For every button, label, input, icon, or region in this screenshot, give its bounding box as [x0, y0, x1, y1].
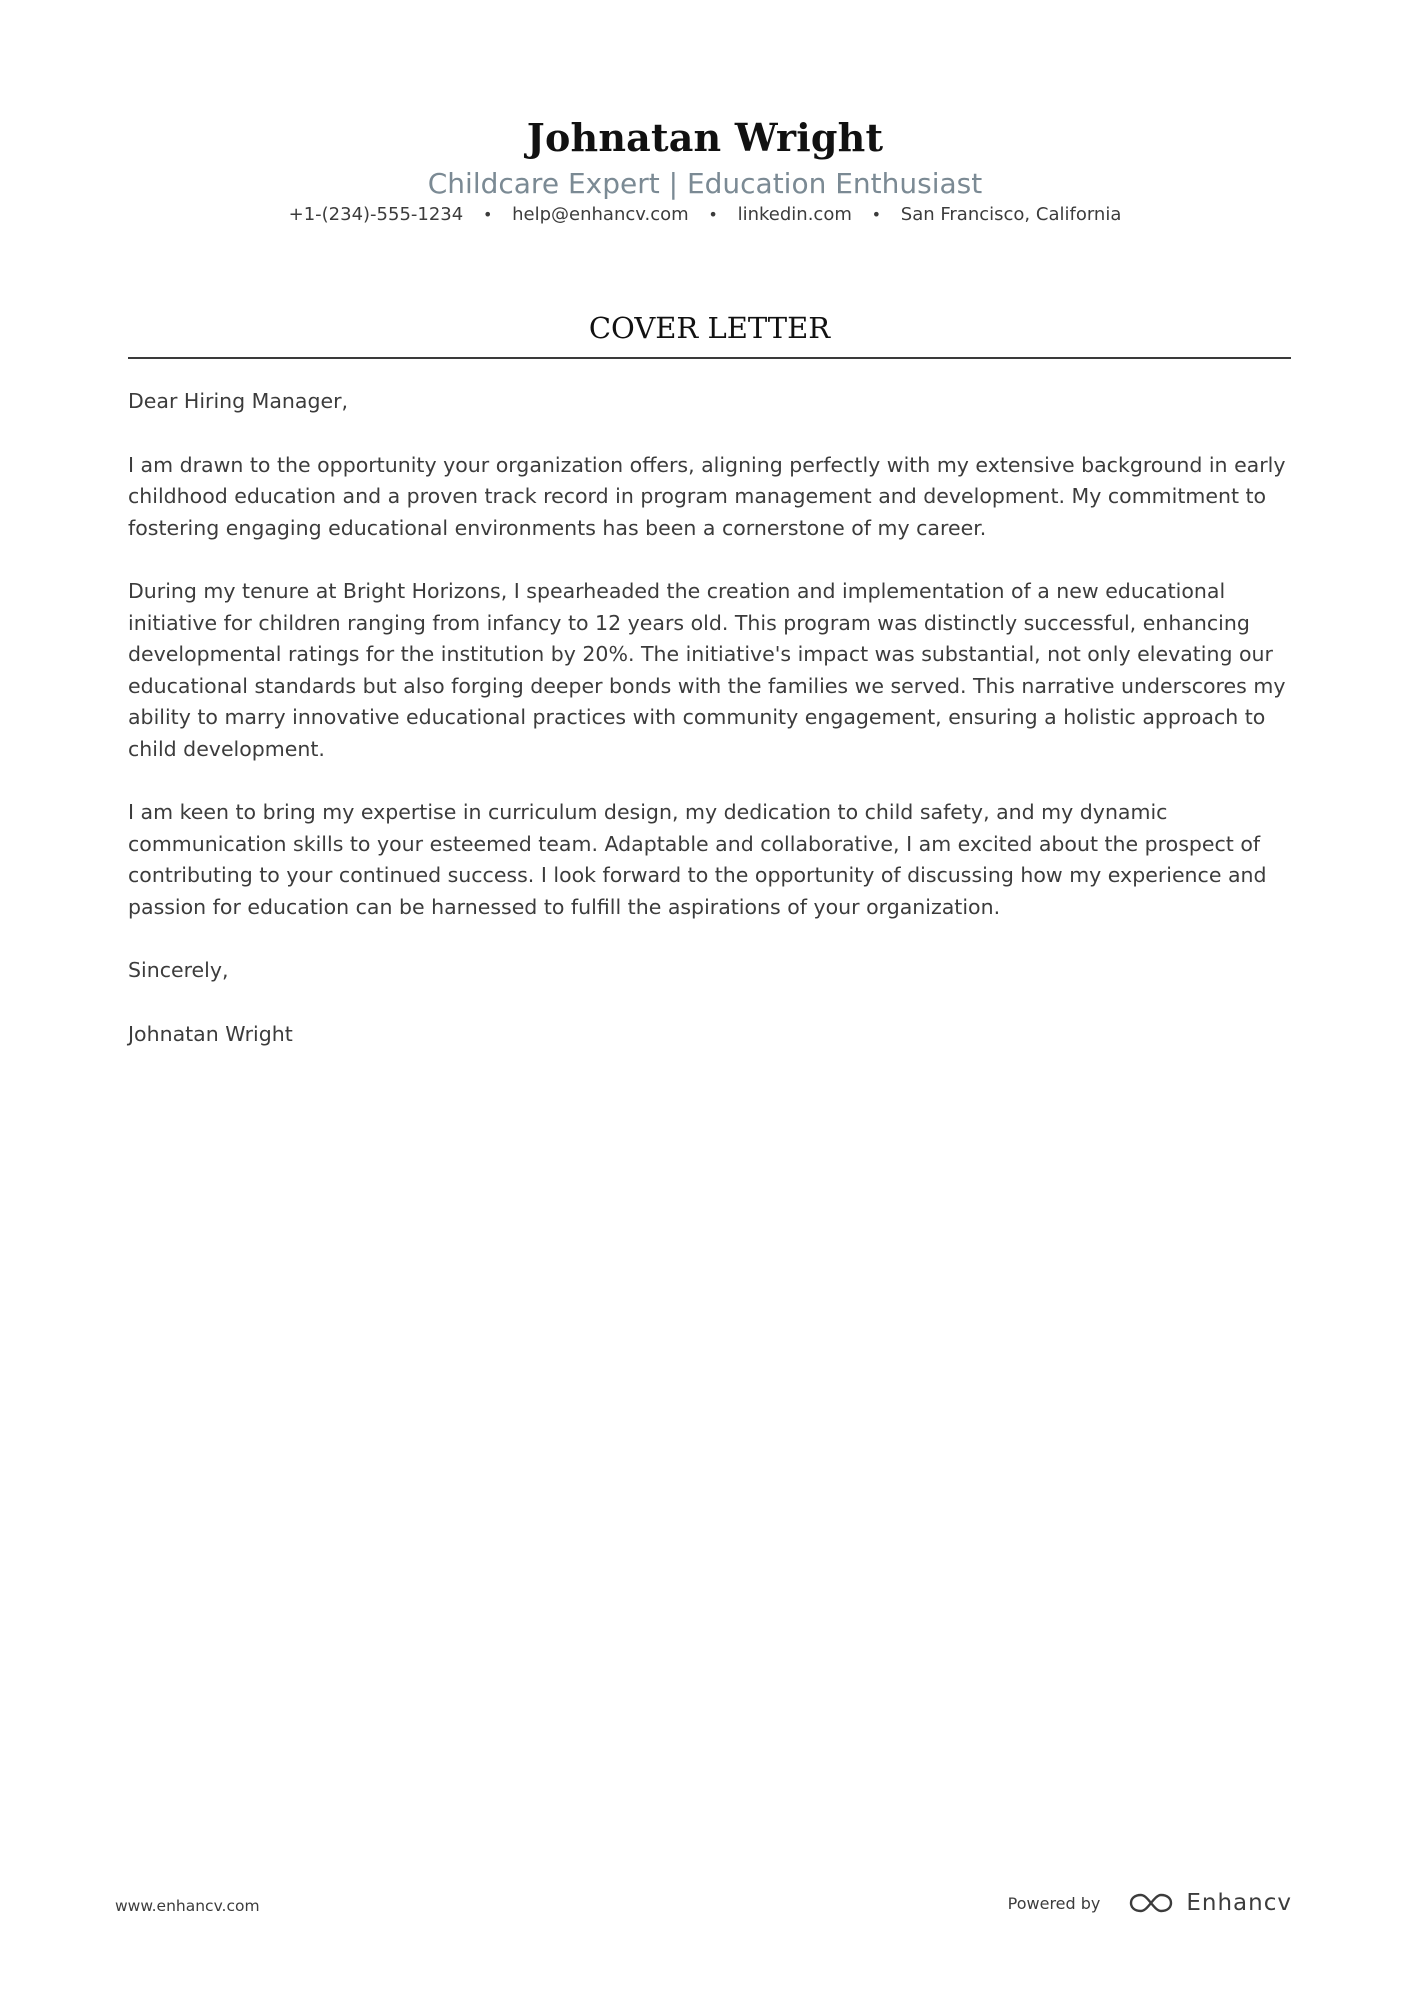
letter-header [0, 112, 1410, 228]
contact-line [0, 202, 1410, 228]
letter-paragraph: I am drawn to the opportunity your organization offers, aligning perfectly with my extensive background in early childhood education and a proven track record in program management and development. My commitment to fostering engaging educational environments has been a cornerstone of my career. [128, 452, 1286, 540]
letter-closing: Sincerely, [128, 958, 229, 982]
contact-email[interactable]: help@enhancv.com [512, 204, 689, 225]
contact-separator: • [482, 205, 493, 224]
contact-linkedin[interactable]: linkedin.com [737, 204, 852, 225]
letter-paragraph: During my tenure at Bright Horizons, I spearheaded the creation and implementation of a new educational initiative for children ranging from infancy to 12 years old. This program was distinctly successful, enhancing developmental ratings for the institution by 20%. The initiative's impact was substantial, not only elevating our educational standards but also forging deeper bonds with the families we served. This narrative underscores my ability to marry innovative educational practices with community engagement, ensuring a holistic approach to child development. [128, 579, 1286, 761]
contact-location: San Francisco, California [900, 204, 1122, 225]
section-title: COVER LETTER [588, 311, 831, 345]
enhancv-logo-icon [1128, 1891, 1174, 1915]
contact-separator: • [871, 205, 882, 224]
letter-signature: Johnatan Wright [128, 1021, 293, 1046]
contact-phone: +1-(234)-555-1234 [288, 204, 464, 225]
letter-body [128, 386, 1291, 1082]
footer-branding [1008, 1890, 1292, 1916]
contact-separator: • [708, 205, 718, 224]
footer-website-link[interactable]: www.enhancv.com [115, 1897, 260, 1915]
enhancv-brand-name: Enhancv [1186, 1890, 1292, 1916]
applicant-tagline: Childcare Expert | Education Enthusiast [427, 167, 983, 200]
letter-paragraph: I am keen to bring my expertise in curriculum design, my dedication to child safety, and my dynamic communication skills to your esteemed team. Adaptable and collaborative, I am excited about the prospect of contributing to your continued success. I look forward to the opportunity of discussing how my experience and passion for education can be harnessed to fulfill the aspirations of your organization. [128, 800, 1267, 919]
applicant-name: Johnatan Wright [526, 115, 884, 160]
letter-greeting: Dear Hiring Manager, [128, 389, 349, 413]
section-divider [128, 357, 1291, 359]
powered-by-label: Powered by [1007, 1893, 1101, 1913]
